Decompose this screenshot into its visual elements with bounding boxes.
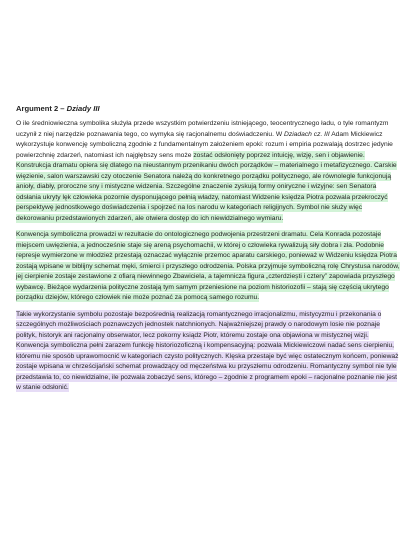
intro-italic-title: Dziadach cz. III (284, 130, 330, 138)
highlight-green-2: Konwencja symboliczna prowadzi w rezultacie do ontologicznego podwojenia przestrzeni dramatu. Cela Konrada pozostaje miejscem uwięzienia, a jednocześnie staje się areną psychomachii, w której o człowieka rywalizują siły dobra i zła. Podobnie represje wymierzone w młodzież przestają oznaczać wyłącznie przemoc aparatu carskiego, ponieważ w Widzeniu księdza Piotra zostają wpisane w biblijny schemat męki, śmierci i przyszłego odrodzenia. Polska przyjmuje symboliczną rolę Chrystusa narodów, jej cierpienie zostaje zestawione z ofiarą niewinnego Zbawiciela, a tajemnicza figura „czterdziești i cztery” zapowiada przyszłego wybawcę. Bieżące wydarzenia polityczne zostają tym samym przeniesione na poziom historiozofii – stają się częścią ukrytego porządku dziejów, którego człowiek nie może poznać za pomocą samego rozumu. (16, 231, 400, 301)
document-content (16, 104, 400, 394)
highlight-purple: Takie wykorzystanie symbolu pozostaje bezpośrednią realizacją romantycznego irracjonalizmu, mistycyzmu i przekonania o szczególnych możliwościach poznawczych jednostek natchnionych. Najważniejszej prawdy o narodowym losie nie poznaje polityk, historyk ani racjonalny obserwator, lecz pokorny ksiądz Piotr, któremu zostaje ona objawiona w mistycznej wizji. Konwencja symboliczna pełni zarazem funkcję historiozoficzną i kompensacyjną: pozwala Mickiewiczowi nadać sens cierpieniu, któremu nie sposób uprawomocnić w kategoriach czysto politycznych. Klęska przestaje być więc ostatecznym końcem, ponieważ zostaje wpisana w chrześcijański schemat prowadzący od męczeństwa ku przyszłemu odrodzeniu. Romantyczny symbol nie tyle przedstawia to, co niewidzialne, ile pozwala zobaczyć sens, którego – zgodnie z programem epoki – racjonalne poznanie nie jest w stanie odsłonić. (16, 310, 399, 391)
highlight-green-1: Konstrukcja dramatu opiera się dlatego na nieustannym przenikaniu dwóch porządków – materialnego i metafizycznego. Carskie więzienie, salon warszawski czy otoczenie Senatora należą do konkretnego porządku politycznego, ale równolegle funkcjonują anioły, diabły, proroczne sny i mistyczne widzenia. Szczególne znaczenie zyskują formy oniryczne i wizyjne: sen Senatora odsłania ukryty lęk człowieka pozornie dysponującego pełnią władzy, natomiast Widzenie księdza Piotra pozwala przekroczyć perspektywę jednostkowego doświadczenia i spojrzeć na los narodu w kategoriach religijnych. Symbol nie służy więc dekorowaniu przedstawionych zdarzeń, ale otwiera dostęp do ich niewidzialnego wymiaru. (16, 162, 397, 222)
heading-prefix: Argument 2 – (16, 104, 67, 113)
intro-highlight: zostać odsłonięty poprzez intuicję, wizję, sen i objawienie. (193, 151, 365, 159)
intro-text-2: Adam Mickiewicz wykorzystuje konwencję symboliczną zgodnie z fundamentalnym założeniem epoki: rozum i empiria pozwalają dostrzec jedynie powierzchnię zdarzeń, natomiast ich najgłębszy sens może (16, 130, 393, 159)
intro-paragraph (16, 119, 400, 161)
paragraph-green-1 (16, 161, 400, 224)
heading-title: Dziady III (66, 104, 100, 113)
section-heading (16, 104, 400, 114)
intro-text-1: O ile średniowieczna symbolika służyła przede wszystkim potwierdzeniu istniejącego, teocentrycznego ładu, o tyle romantyzm uczynił z niej narzędzie poznawania tego, co wymyka się racjonalnemu doświadczeniu. W (16, 120, 389, 138)
paragraph-green-2 (16, 230, 400, 304)
paragraph-purple (16, 310, 400, 394)
